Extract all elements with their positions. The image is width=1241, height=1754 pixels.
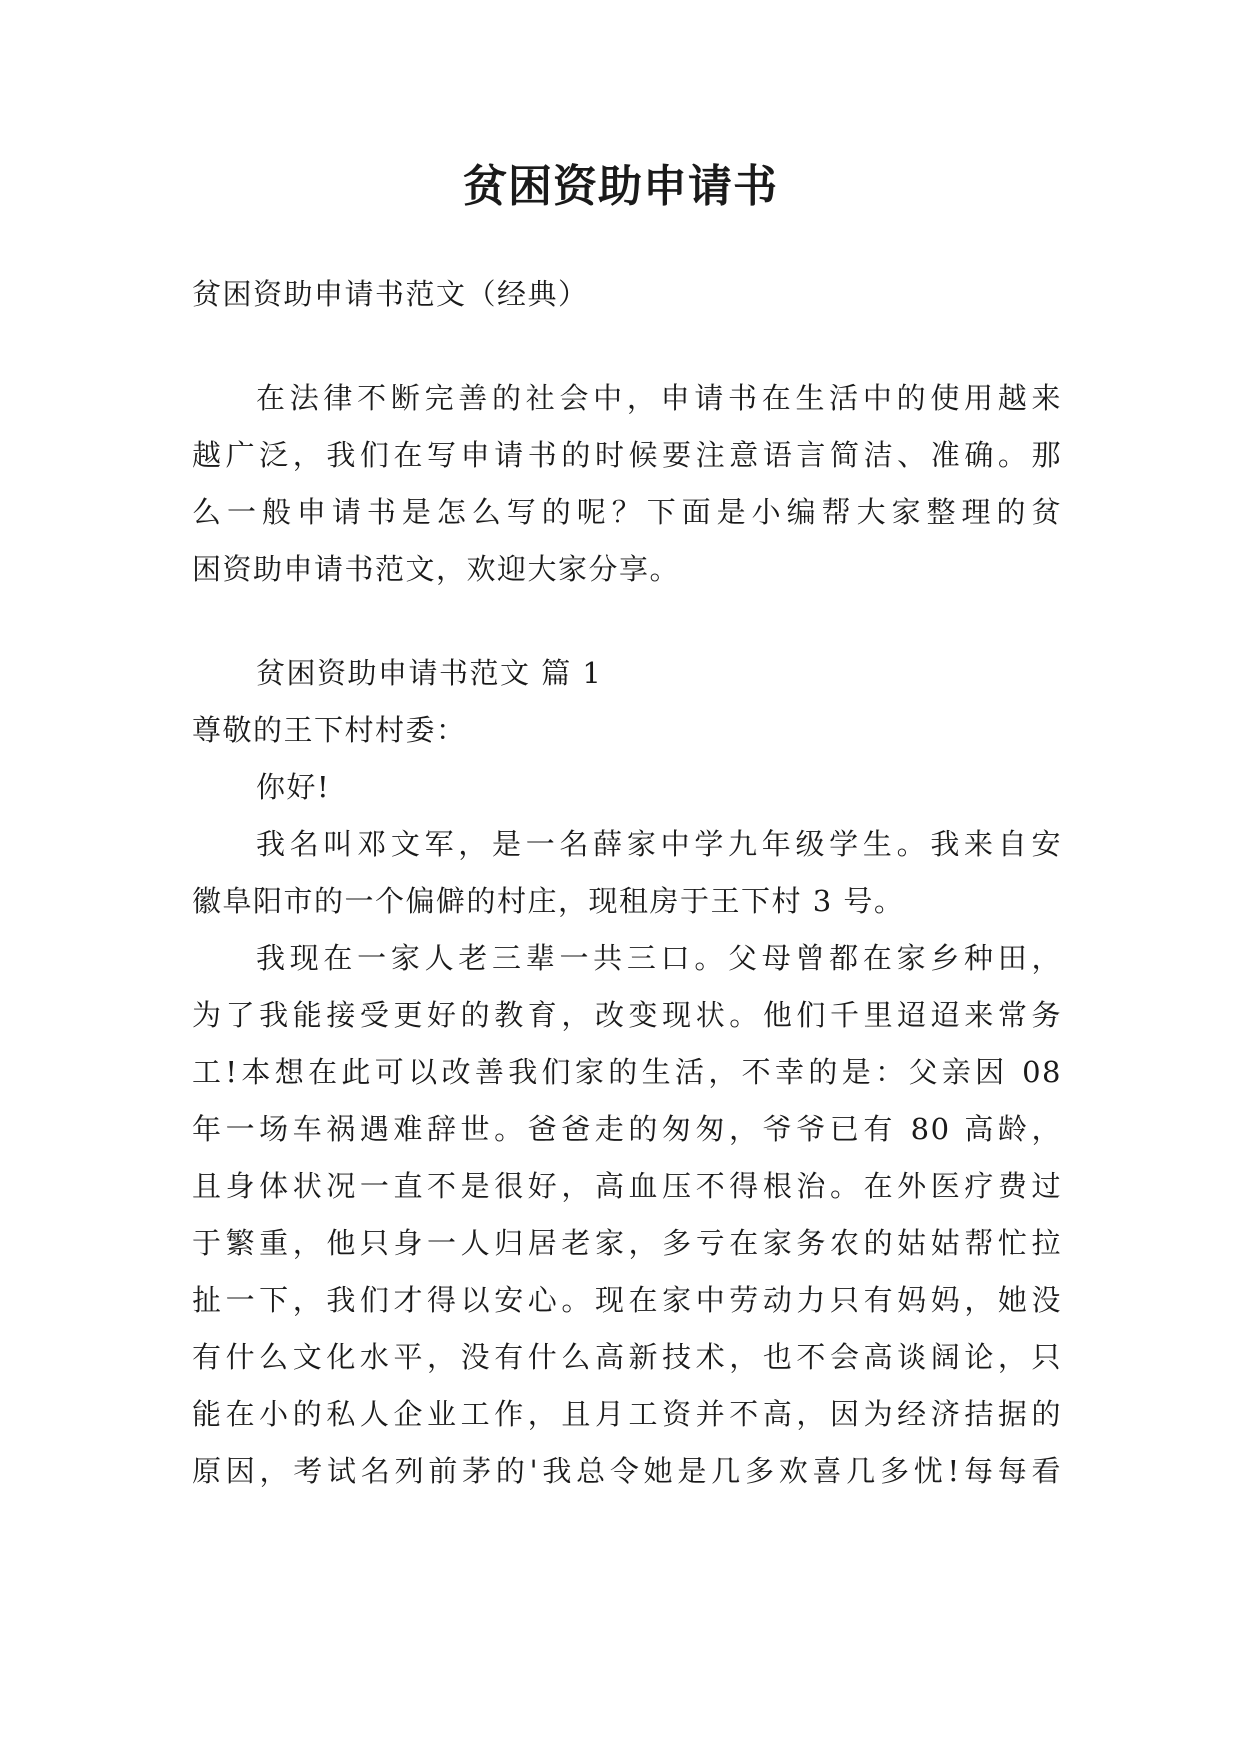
- section-heading: 贫困资助申请书范文 篇 1: [256, 656, 603, 690]
- document-title: 贫困资助申请书: [463, 161, 778, 212]
- document-subtitle: 贫困资助申请书范文（经典）: [192, 277, 589, 311]
- salutation: 尊敬的王下村村委：: [192, 713, 467, 747]
- document-body: [192, 266, 1062, 1500]
- intro-line: 困资助申请书范文，欢迎大家分享。: [192, 552, 681, 586]
- paragraph-line: 能在小的私人企业工作，且月工资并不高，因为经济拮据的: [192, 1397, 1062, 1431]
- paragraph-line: 我现在一家人老三辈一共三口。父母曾都在家乡种田，: [256, 941, 1062, 975]
- paragraph-line: 有什么文化水平，没有什么高新技术，也不会高谈阔论，只: [192, 1340, 1062, 1374]
- paragraph-line: 我名叫邓文军，是一名薛家中学九年级学生。我来自安: [256, 827, 1062, 861]
- intro-line: 越广泛，我们在写申请书的时候要注意语言简洁、准确。那: [192, 438, 1062, 472]
- paragraph-line: 年一场车祸遇难辞世。爸爸走的匆匆，爷爷已有 80 高龄，: [192, 1112, 1062, 1146]
- intro-line: 在法律不断完善的社会中，申请书在生活中的使用越来: [256, 381, 1062, 415]
- paragraph-1: [192, 816, 1062, 930]
- paragraph-line: 且身体状况一直不是很好，高血压不得根治。在外医疗费过: [192, 1169, 1062, 1203]
- paragraph-line: 为了我能接受更好的教育，改变现状。他们千里迢迢来常务: [192, 998, 1062, 1032]
- paragraph-line: 原因，考试名列前茅的'我总令她是几多欢喜几多忧!每每看: [192, 1454, 1062, 1488]
- intro-line: 么一般申请书是怎么写的呢？下面是小编帮大家整理的贫: [192, 495, 1062, 529]
- paragraph-line: 于繁重，他只身一人归居老家，多亏在家务农的姑姑帮忙拉: [192, 1226, 1062, 1260]
- paragraph-line: 徽阜阳市的一个偏僻的村庄，现租房于王下村 3 号。: [192, 884, 905, 918]
- intro-paragraph: [192, 370, 1062, 598]
- paragraph-line: 工!本想在此可以改善我们家的生活，不幸的是：父亲因 08: [192, 1055, 1062, 1089]
- greeting: 你好!: [256, 770, 331, 804]
- paragraph-gap: [192, 598, 1062, 645]
- paragraph-line: 扯一下，我们才得以安心。现在家中劳动力只有妈妈，她没: [192, 1283, 1062, 1317]
- paragraph-2: [192, 930, 1062, 1500]
